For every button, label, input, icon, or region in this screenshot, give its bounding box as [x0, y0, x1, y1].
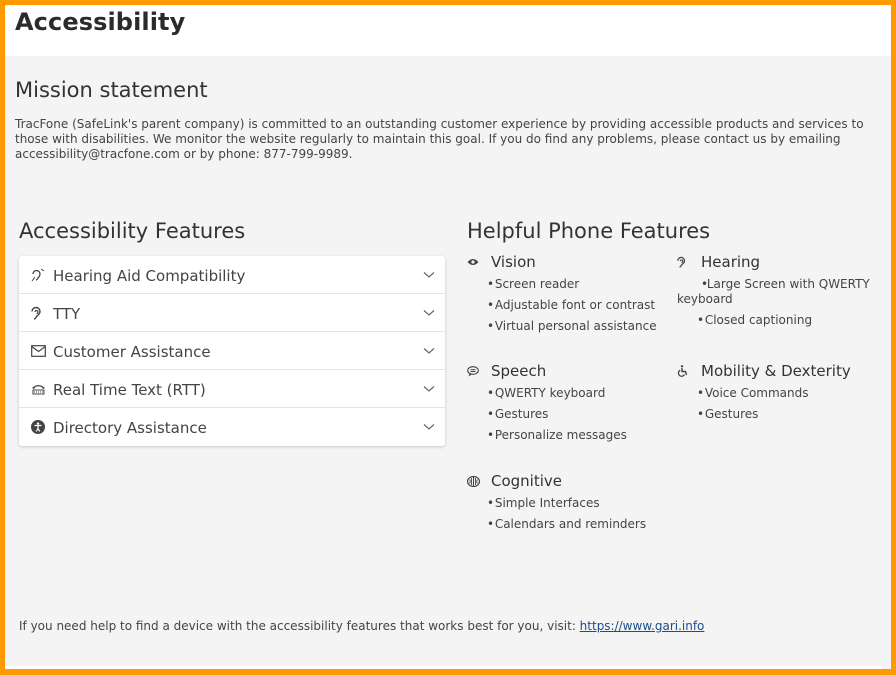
ear-icon [31, 306, 53, 320]
speech-bubble-icon [467, 366, 491, 377]
chevron-down-icon [423, 345, 435, 357]
accordion-item-directory-assistance[interactable] [19, 408, 445, 446]
wheelchair-icon [677, 365, 701, 377]
brain-icon [467, 476, 491, 487]
feature-item: • Gestures [697, 407, 759, 421]
feature-item: • QWERTY keyboard [487, 386, 606, 400]
feature-group-title: Hearing [701, 253, 761, 271]
accordion-item-customer-assistance[interactable] [19, 332, 445, 370]
feature-group-title: Speech [491, 362, 547, 380]
feature-item: • Simple Interfaces [487, 496, 600, 510]
accessibility-features-section [19, 219, 445, 446]
accordion-label: Directory Assistance [53, 419, 207, 437]
feature-item: • Virtual personal assistance [487, 319, 657, 333]
feature-group-title: Cognitive [491, 472, 563, 490]
chevron-down-icon [423, 421, 435, 433]
feature-item: • Large Screen with QWERTY keyboard [677, 277, 870, 306]
accessibility-accordion [19, 256, 445, 446]
feature-group-vision [467, 253, 667, 340]
footer-note: If you need help to find a device with the accessibility features that works best for you, visit: https://www.gari.info [19, 619, 705, 633]
feature-item: • Calendars and reminders [487, 517, 647, 531]
feature-item: • Voice Commands [697, 386, 809, 400]
hearing-aid-icon [31, 268, 53, 282]
accordion-label: Real Time Text (RTT) [53, 380, 206, 399]
ear-icon [677, 256, 701, 268]
feature-group-cognitive [467, 472, 667, 538]
accordion-item-hearing-aid-compatibility[interactable] [19, 256, 445, 294]
feature-item: • Gestures [487, 407, 549, 421]
feature-group-title: Vision [491, 253, 536, 271]
tty-phone-icon [31, 383, 53, 395]
feature-item: • Screen reader [487, 277, 580, 291]
accordion-label: TTY [53, 304, 81, 323]
accordion-item-tty[interactable] [19, 294, 445, 332]
page-title: Accessibility [15, 8, 186, 36]
mission-text: TracFone (SafeLink's parent company) is committed to an outstanding customer experience by providing accessible products and services to those with disabilities. We monitor the website regularly to maintain this goal. If you do find any problems, please contact us by emailing accessibility@tracfone.com or by phone: 877-799-9989. [15, 117, 864, 161]
mission-heading: Mission statement [15, 78, 208, 102]
gari-info-link[interactable]: https://www.gari.info [579, 619, 705, 633]
page-container [5, 5, 891, 669]
feature-group-speech [467, 362, 667, 449]
feature-item: • Personalize messages [487, 428, 627, 442]
feature-item: • Closed captioning [697, 313, 813, 327]
chevron-down-icon [423, 269, 435, 281]
phone-features-heading: Helpful Phone Features [467, 219, 711, 243]
feature-group-mobility [677, 362, 877, 428]
page-header [5, 5, 891, 56]
eye-icon [467, 258, 491, 266]
feature-group-title: Mobility & Dexterity [701, 362, 851, 380]
chevron-down-icon [423, 307, 435, 319]
mission-section [5, 56, 891, 162]
feature-group-hearing [677, 253, 877, 334]
universal-access-icon [31, 420, 53, 434]
accordion-label: Customer Assistance [53, 342, 211, 361]
accordion-item-real-time-text[interactable] [19, 370, 445, 408]
bottom-divider [5, 666, 881, 669]
feature-item: • Adjustable font or contrast [487, 298, 656, 312]
envelope-icon [31, 345, 53, 357]
chevron-down-icon [423, 383, 435, 395]
accessibility-features-heading: Accessibility Features [19, 219, 246, 243]
phone-features-section [467, 219, 887, 531]
accordion-label: Hearing Aid Compatibility [53, 266, 246, 285]
